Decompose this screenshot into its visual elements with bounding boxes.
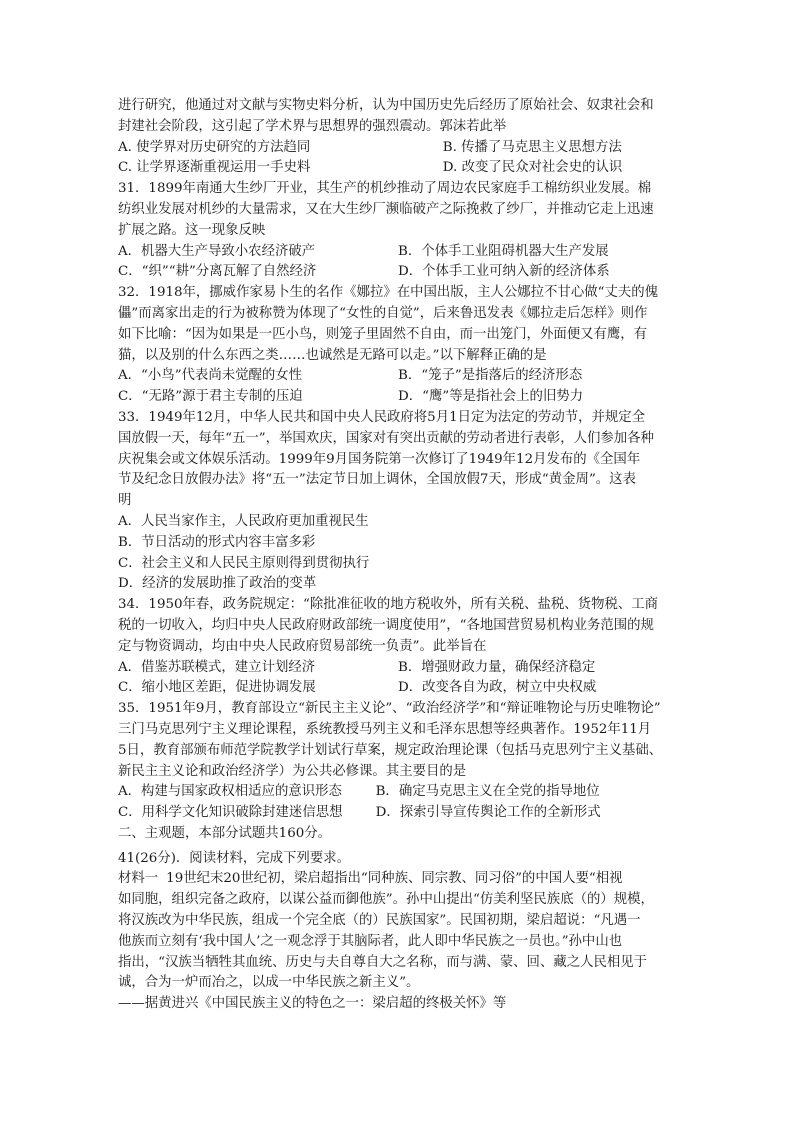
question-stem-line: 5日，教育部颁布师范学院教学计划试行草案，规定政治理论课（包括马克思列宁主义基础、 bbox=[118, 742, 663, 758]
question-41 bbox=[118, 849, 678, 1015]
option-b: B．增强财政力量，确保经济稳定 bbox=[398, 659, 596, 675]
question-32 bbox=[118, 283, 678, 408]
material-line: 将汉族改为中华民族，组成一个完全底（的）民族国家”。民国初期，梁启超说：“凡遇一 bbox=[118, 913, 641, 929]
question-stem-line: 税的一切收入，均归中央人民政府财政部统一调度使用”，“各地国营贸易机构业务范围的规 bbox=[118, 617, 654, 633]
question-stem-line: 定与物资调动，均由中央人民政府贸易部统一负责”。此举旨在 bbox=[118, 638, 487, 654]
option-d: D．改变各自为政，树立中央权威 bbox=[398, 680, 597, 696]
option-b: B．节日活动的形式内容丰富多彩 bbox=[118, 534, 316, 550]
material-line: 如同胞，组织完备之政府，以谋公益而御他族”。孙中山提出“仿美利坚民族底（的）规模， bbox=[118, 892, 654, 908]
section-heading: 二、主观题，本部分试题共160分。 bbox=[118, 825, 332, 841]
question-stem-line: 扩展之路。这一现象反映 bbox=[118, 222, 266, 238]
question-stem-line: 猫，以及别的什么东西之类……也诚然是无路可以走。”以下解释正确的是 bbox=[118, 347, 547, 363]
material-line: 诚，合为一炉而冶之，以成一中华民族之新主义”。 bbox=[118, 975, 420, 991]
question-30-continued bbox=[118, 96, 678, 179]
option-b: B．个体手工业阻碍机器大生产发展 bbox=[398, 243, 609, 259]
question-33 bbox=[118, 408, 678, 595]
material-line: 指出，“汉族当牺牲其血统、历史与夫自尊自大之名称，而与满、蒙、回、藏之人民相见于 bbox=[118, 954, 648, 970]
option-c: C．缩小地区差距，促进协调发展 bbox=[118, 680, 316, 696]
option-b: B．“笼子”是指落后的经济形态 bbox=[398, 368, 583, 384]
option-a: A．“小鸟”代表尚未觉醒的女性 bbox=[118, 368, 303, 384]
option-b: B. 传播了马克思主义思想方法 bbox=[442, 139, 622, 155]
question-stem-line: 新民主主义论和政治经济学）为公共必修课。其主要目的是 bbox=[118, 763, 467, 779]
question-stem-line: 明 bbox=[118, 493, 132, 509]
question-33-options bbox=[118, 512, 678, 595]
question-stem-line: 32．1918年，挪威作家易卜生的名作《娜拉》在中国出版，主人公娜拉不甘心做“丈夫的傀 bbox=[118, 285, 659, 301]
question-stem-line: 封建社会阶段，这引起了学术界与思想界的强烈震动。郭沫若此举 bbox=[118, 118, 507, 134]
question-35-options bbox=[118, 782, 678, 824]
question-stem-line: 儡”而离家出走的行为被称赞为体现了“女性的自觉”，后来鲁迅发表《娜拉走后怎样》则作 bbox=[118, 305, 648, 321]
question-stem-line: 节及纪念日放假办法》将“五一”法定节日加上调休，全国放假7天，形成“黄金周”。这表 bbox=[118, 472, 636, 488]
question-34-options bbox=[118, 658, 678, 700]
option-c: C．用科学文化知识破除封建迷信思想 bbox=[118, 805, 343, 821]
exam-page bbox=[118, 96, 678, 1015]
option-c: C．“织”“耕”分离瓦解了自然经济 bbox=[118, 264, 317, 280]
question-stem-line: 如下比喻：“因为如果是一匹小鸟，则笼子里固然不自由，而一出笼门，外面便又有鹰，有 bbox=[118, 326, 648, 342]
option-d: D．经济的发展助推了政治的变革 bbox=[118, 576, 317, 592]
option-a: A．借鉴苏联模式，建立计划经济 bbox=[118, 659, 316, 675]
question-31-options bbox=[118, 242, 678, 284]
option-d: D. 改变了民众对社会史的认识 bbox=[442, 160, 623, 176]
question-41-title: 41(26分)．阅读材料，完成下列要求。 bbox=[118, 850, 350, 866]
question-35 bbox=[118, 699, 678, 824]
option-c: C. 让学界逐渐重视运用一手史料 bbox=[118, 160, 311, 176]
option-c: C．社会主义和人民民主原则得到贯彻执行 bbox=[118, 555, 370, 571]
question-stem-line: 纺织业发展对机纱的大量需求，又在大生纱厂濒临破产之际挽救了纱厂，并推动它走上迅速 bbox=[118, 201, 654, 217]
option-c: C．“无路”源于君主专制的压迫 bbox=[118, 389, 303, 405]
question-31 bbox=[118, 179, 678, 283]
question-stem-line: 35．1951年9月，教育部设立“新民主主义论”、“政治经济学”和“辩证唯物论与历史唯物论” bbox=[118, 701, 661, 717]
material-line: 他族而立刻有‘我中国人’之一观念浮于其脑际者，此人即中华民族之一员也。”孙中山也 bbox=[118, 933, 623, 949]
option-a: A．构建与国家政权相适应的意识形态 bbox=[118, 784, 342, 800]
material-text: 19世纪末20世纪初，梁启超指出“同种族、同宗教、同习俗”的中国人要“相视 bbox=[166, 871, 623, 887]
question-34 bbox=[118, 595, 678, 699]
question-stem-line: 庆祝集会或文体娱乐活动。1999年9月国务院第一次修订了1949年12月发布的《全国年 bbox=[118, 451, 641, 467]
question-stem-line: 31．1899年南通大生纱厂开业，其生产的机纱推动了周边农民家庭手工棉纺织业发展。棉 bbox=[118, 181, 652, 197]
option-a: A．人民当家作主，人民政府更加重视民生 bbox=[118, 513, 369, 529]
question-stem-line: 34．1950年春，政务院规定：“除批准征收的地方税收外，所有关税、盐税、货物税、工商 bbox=[118, 597, 659, 613]
option-d: D．个体手工业可纳入新的经济体系 bbox=[398, 264, 610, 280]
question-stem-line: 33．1949年12月，中华人民共和国中央人民政府将5月1日定为法定的劳动节，并规定全 bbox=[118, 409, 646, 425]
option-a: A. 使学界对历史研究的方法趋同 bbox=[118, 139, 311, 155]
option-d: D．“鹰”等是指社会上的旧势力 bbox=[398, 389, 584, 405]
material-source: ——据黄进兴《中国民族主义的特色之一：梁启超的终极关怀》等 bbox=[118, 996, 507, 1012]
question-30-options bbox=[118, 138, 678, 180]
option-a: A．机器大生产导致小农经济破产 bbox=[118, 243, 316, 259]
question-stem-line: 国放假一天，每年“五一”，举国欢庆，国家对有突出贡献的劳动者进行表彰，人们参加各种 bbox=[118, 430, 654, 446]
question-stem-line: 三门马克思列宁主义理论课程，系统教授马列主义和毛泽东思想等经典著作。1952年11月 bbox=[118, 721, 652, 737]
material-label: 材料一 bbox=[118, 871, 159, 887]
option-b: B．确定马克思主义在全党的指导地位 bbox=[375, 784, 600, 800]
option-d: D．探索引导宣传舆论工作的全新形式 bbox=[375, 805, 601, 821]
material-line bbox=[118, 869, 678, 890]
question-32-options bbox=[118, 366, 678, 408]
question-stem-line: 进行研究，他通过对文献与实物史料分析，认为中国历史先后经历了原始社会、奴隶社会和 bbox=[118, 98, 654, 113]
